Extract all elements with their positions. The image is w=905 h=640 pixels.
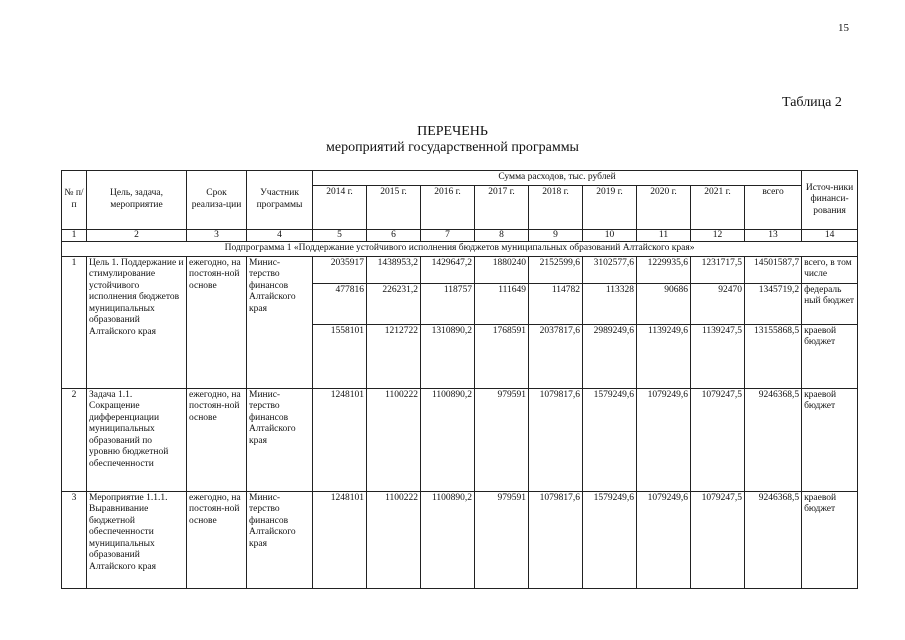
term-text: ежегодно, на постоян-ной основе — [187, 388, 247, 491]
amount-cell: 1310890,2 — [421, 324, 475, 388]
subprogram-row — [62, 242, 858, 257]
header-participant: Участник программы — [247, 171, 313, 230]
column-number: 4 — [247, 229, 313, 242]
table-row — [62, 491, 858, 588]
page-number: 15 — [838, 22, 849, 34]
amount-cell: 2035917 — [313, 256, 367, 283]
amount-cell: 3102577,6 — [583, 256, 637, 283]
column-number: 12 — [691, 229, 745, 242]
amount-total-cell: 1345719,2 — [745, 283, 802, 324]
term-text: ежегодно, на постоян-ной основе — [187, 256, 247, 388]
participant-text: Минис-терство финансов Алтайского края — [247, 256, 313, 388]
amount-cell: 114782 — [529, 283, 583, 324]
source-text: всего, в том числе — [802, 256, 858, 283]
column-number: 9 — [529, 229, 583, 242]
amount-cell: 1100222 — [367, 388, 421, 491]
header-sum: Сумма расходов, тыс. рублей — [313, 171, 802, 186]
amount-cell: 1100890,2 — [421, 491, 475, 588]
column-number: 13 — [745, 229, 802, 242]
amount-total-cell: 9246368,5 — [745, 388, 802, 491]
measures-table — [61, 170, 858, 589]
column-number: 8 — [475, 229, 529, 242]
amount-cell: 1579249,6 — [583, 491, 637, 588]
row-number: 3 — [62, 491, 87, 588]
goal-text: Цель 1. Поддержание и стимулирование устойчивого исполнения бюджетов муниципальных образований Алтайского края — [87, 256, 187, 388]
row-number: 1 — [62, 256, 87, 388]
column-number: 11 — [637, 229, 691, 242]
amount-cell: 477816 — [313, 283, 367, 324]
amount-cell: 113328 — [583, 283, 637, 324]
column-number: 2 — [87, 229, 187, 242]
column-number: 10 — [583, 229, 637, 242]
measure-text: Мероприятие 1.1.1. Выравнивание бюджетной обеспеченности муниципальных образований Алтайского края — [87, 491, 187, 588]
subprogram-title: Подпрограмма 1 «Поддержание устойчивого исполнения бюджетов муниципальных образований Алтайского края» — [62, 242, 858, 257]
amount-total-cell: 14501587,7 — [745, 256, 802, 283]
amount-cell: 92470 — [691, 283, 745, 324]
amount-cell: 1248101 — [313, 491, 367, 588]
amount-cell: 1079249,6 — [637, 491, 691, 588]
amount-cell: 979591 — [475, 388, 529, 491]
column-number: 6 — [367, 229, 421, 242]
header-goal: Цель, задача, мероприятие — [87, 171, 187, 230]
header-term: Срок реализа-ции — [187, 171, 247, 230]
header-year: 2015 г. — [367, 185, 421, 229]
amount-cell: 1248101 — [313, 388, 367, 491]
amount-cell: 1079247,5 — [691, 388, 745, 491]
amount-cell: 1139249,6 — [637, 324, 691, 388]
amount-cell: 1079817,6 — [529, 491, 583, 588]
amount-total-cell: 13155868,5 — [745, 324, 802, 388]
table-row — [62, 388, 858, 491]
header-year: 2020 г. — [637, 185, 691, 229]
amount-cell: 118757 — [421, 283, 475, 324]
row-number: 2 — [62, 388, 87, 491]
amount-cell: 1768591 — [475, 324, 529, 388]
amount-cell: 1079817,6 — [529, 388, 583, 491]
amount-cell: 1139247,5 — [691, 324, 745, 388]
source-text: краевой бюджет — [802, 388, 858, 491]
amount-cell: 1229935,6 — [637, 256, 691, 283]
source-text: краевой бюджет — [802, 324, 858, 388]
column-number: 5 — [313, 229, 367, 242]
amount-cell: 90686 — [637, 283, 691, 324]
amount-cell: 1558101 — [313, 324, 367, 388]
amount-cell: 1100890,2 — [421, 388, 475, 491]
table-row — [62, 256, 858, 283]
amount-cell: 1079247,5 — [691, 491, 745, 588]
header-year: 2016 г. — [421, 185, 475, 229]
amount-cell: 1438953,2 — [367, 256, 421, 283]
document-subtitle: мероприятий государственной программы — [326, 140, 579, 155]
header-year: 2014 г. — [313, 185, 367, 229]
amount-cell: 2989249,6 — [583, 324, 637, 388]
header-num: № п/п — [62, 171, 87, 230]
task-text: Задача 1.1. Сокращение дифференциации муниципальных образований по уровню бюджетной обеспеченности — [87, 388, 187, 491]
source-text: федераль ный бюджет — [802, 283, 858, 324]
column-number: 3 — [187, 229, 247, 242]
amount-cell: 979591 — [475, 491, 529, 588]
header-year-total: всего — [745, 185, 802, 229]
amount-cell: 2037817,6 — [529, 324, 583, 388]
amount-cell: 1100222 — [367, 491, 421, 588]
amount-cell: 111649 — [475, 283, 529, 324]
amount-cell: 1579249,6 — [583, 388, 637, 491]
amount-cell: 1212722 — [367, 324, 421, 388]
amount-cell: 1079249,6 — [637, 388, 691, 491]
header-year: 2017 г. — [475, 185, 529, 229]
participant-text: Минис-терство финансов Алтайского края — [247, 388, 313, 491]
term-text: ежегодно, на постоян-ной основе — [187, 491, 247, 588]
header-year: 2021 г. — [691, 185, 745, 229]
document-title: ПЕРЕЧЕНЬ — [417, 124, 488, 139]
header-source: Источ-ники финанси-рования — [802, 171, 858, 230]
column-number: 14 — [802, 229, 858, 242]
header-year: 2018 г. — [529, 185, 583, 229]
header-year: 2019 г. — [583, 185, 637, 229]
amount-cell: 2152599,6 — [529, 256, 583, 283]
source-text: краевой бюджет — [802, 491, 858, 588]
amount-total-cell: 9246368,5 — [745, 491, 802, 588]
column-numbers-row — [62, 229, 858, 242]
table-label: Таблица 2 — [782, 95, 842, 110]
amount-cell: 1429647,2 — [421, 256, 475, 283]
amount-cell: 1231717,5 — [691, 256, 745, 283]
column-number: 1 — [62, 229, 87, 242]
participant-text: Минис-терство финансов Алтайского края — [247, 491, 313, 588]
amount-cell: 226231,2 — [367, 283, 421, 324]
amount-cell: 1880240 — [475, 256, 529, 283]
column-number: 7 — [421, 229, 475, 242]
